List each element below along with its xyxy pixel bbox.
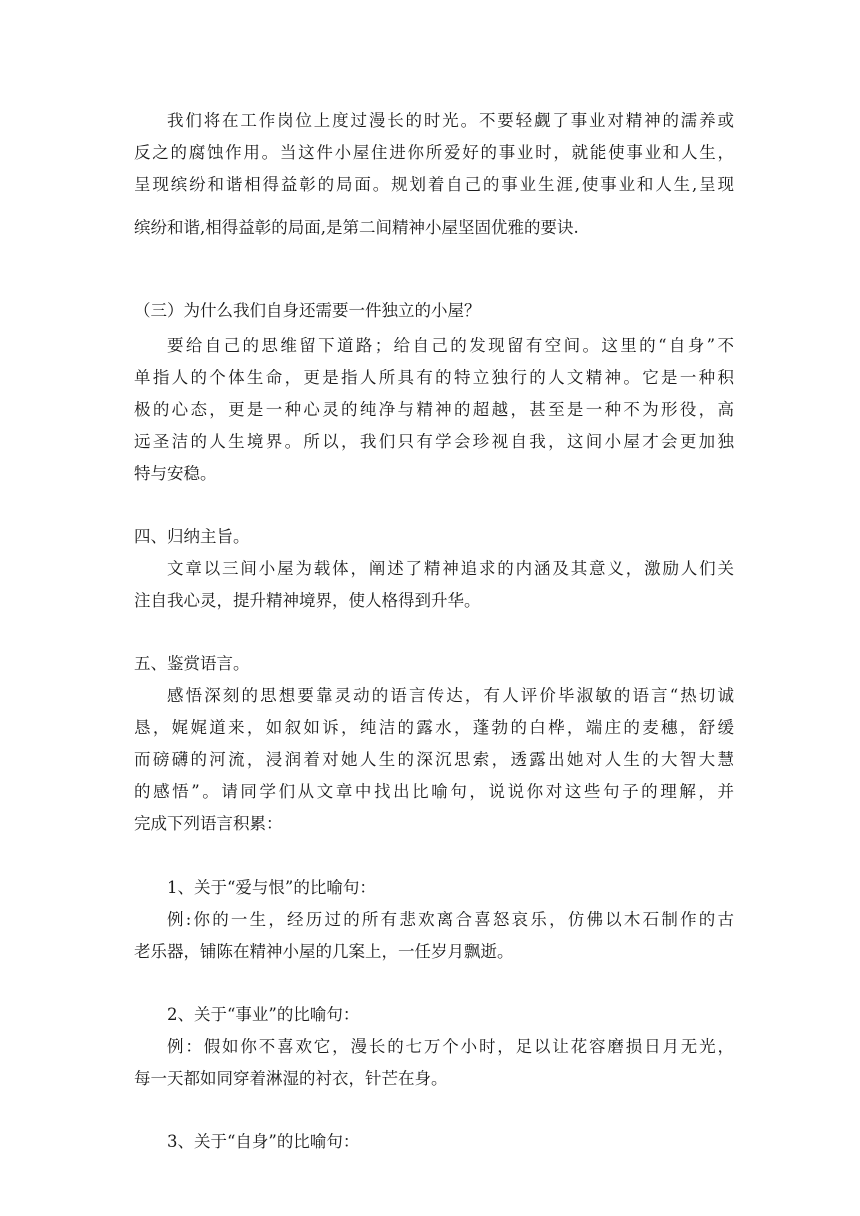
text-line: 感悟深刻的思想要靠灵动的语言传达，有人评价毕淑敏的语言“热切诚: [167, 686, 734, 705]
text-line: 文章以三间小屋为载体，阐述了精神追求的内涵及其意义，激励人们关: [167, 559, 734, 578]
text-line: 注自我心灵，提升精神境界，使人格得到升华。: [134, 591, 481, 610]
text-line: 极的心态，更是一种心灵的纯净与精神的超越，甚至是一种不为形役，高: [134, 400, 734, 419]
section-heading-5: 五、鉴赏语言。: [134, 654, 250, 673]
text-line: 而磅礴的河流，浸润着对她人生的深沉思索，透露出她对人生的大智大慧: [134, 750, 734, 769]
text-line: 特与安稳。: [134, 464, 217, 483]
example-line: 例：假如你不喜欢它，漫长的七万个小时，足以让花容磨损日月无光，: [167, 1037, 734, 1056]
example-line: 每一天都如同穿着淋湿的衬衣，针芒在身。: [134, 1069, 448, 1088]
text-line: 我们将在工作岗位上度过漫长的时光。不要轻觑了事业对精神的濡养或: [167, 111, 734, 130]
text-line: 远圣洁的人生境界。所以，我们只有学会珍视自我，这间小屋才会更加独: [134, 432, 734, 451]
list-item-title: 2、关于“事业”的比喻句：: [167, 1005, 360, 1024]
list-item-title: 3、关于“自身”的比喻句：: [167, 1132, 360, 1151]
text-line: 单指人的个体生命，更是指人所具有的特立独行的人文精神。它是一种积: [134, 368, 734, 387]
section-heading-4: 四、归纳主旨。: [134, 527, 250, 546]
text-line: 恳，娓娓道来，如叙如诉，纯洁的露水，蓬勃的白桦，端庄的麦穗，舒缓: [134, 718, 734, 737]
text-line: 反之的腐蚀作用。当这件小屋住进你所爱好的事业时，就能使事业和人生，: [134, 143, 734, 162]
list-item-title: 1、关于“爱与恨”的比喻句：: [167, 878, 376, 897]
text-line: 缤纷和谐,相得益彰的局面,是第二间精神小屋坚固优雅的要诀.: [134, 218, 579, 237]
text-line: 完成下列语言积累：: [134, 814, 283, 833]
text-line: 呈现缤纷和谐相得益彰的局面。规划着自己的事业生涯,使事业和人生,呈现: [134, 175, 734, 194]
example-line: 老乐器，铺陈在精神小屋的几案上，一任岁月飘逝。: [134, 942, 514, 961]
text-line: 的感悟”。请同学们从文章中找出比喻句，说说你对这些句子的理解，并: [134, 782, 734, 801]
example-line: 例:你的一生，经历过的所有悲欢离合喜怒哀乐，仿佛以木石制作的古: [167, 910, 734, 929]
section-heading-3: （三）为什么我们自身还需要一件独立的小屋？: [134, 301, 481, 320]
text-line: 要给自己的思维留下道路；给自己的发现留有空间。这里的“自身”不: [167, 336, 734, 355]
